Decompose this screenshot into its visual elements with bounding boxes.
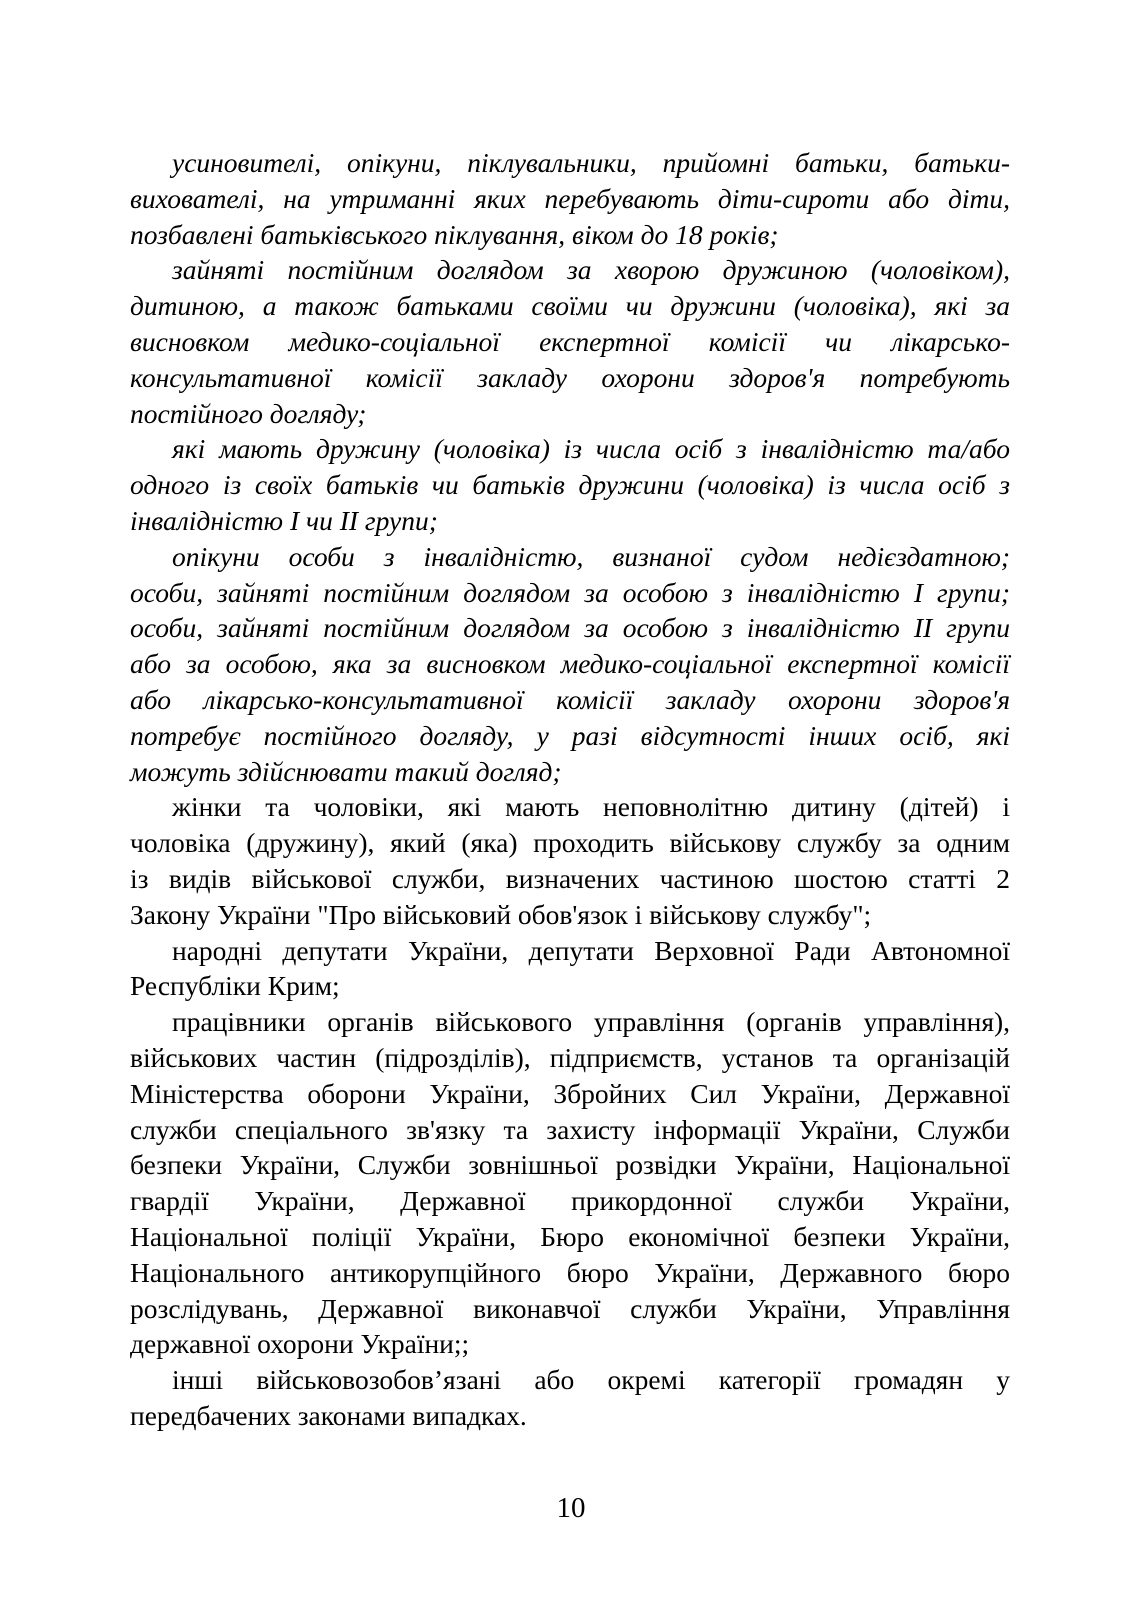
text-line: інші військовозобов’язані або окремі категорії громадян у (172, 1364, 1010, 1396)
paragraph (130, 933, 1010, 1005)
text-line: державної охорони України;; (130, 1328, 470, 1360)
text-line: передбачених законами випадках. (130, 1399, 527, 1431)
text-line: особи, зайняті постійним доглядом за особою з інвалідністю II групи (130, 612, 1010, 644)
text-line: особи, зайняті постійним доглядом за особою з інвалідністю I групи; (130, 576, 1010, 608)
text-line: одного із своїх батьків чи батьків дружини (чоловіка) із числа осіб з (130, 469, 1010, 501)
text-line: зайняті постійним доглядом за хворою дружиною (чоловіком), (172, 254, 1010, 286)
text-line: консультативної комісії закладу охорони здоров'я потребують (130, 361, 1010, 393)
text-line: інвалідністю I чи II групи; (130, 504, 438, 536)
paragraph (130, 252, 1010, 431)
text-line: безпеки України, Служби зовнішньої розвідки України, Національної (130, 1149, 1010, 1181)
text-line: працівники органів військового управління (органів управління), (172, 1006, 1010, 1038)
paragraph (130, 145, 1010, 252)
text-line: опікуни особи з інвалідністю, визнаної судом недієздатною; (172, 540, 1010, 572)
text-line: Закону України "Про військовий обов'язок і військову службу"; (130, 898, 872, 930)
text-line: які мають дружину (чоловіка) із числа осіб з інвалідністю та/або (172, 433, 1010, 465)
text-line: військових частин (підрозділів), підприємств, установ та організацій (130, 1041, 1010, 1073)
text-line: Національної поліції України, Бюро економічної безпеки України, (130, 1220, 1010, 1252)
text-line: жінки та чоловіки, які мають неповнолітню дитину (дітей) і (172, 791, 1010, 823)
text-line: чоловіка (дружину), який (яка) проходить військову службу за одним (130, 827, 1010, 859)
text-line: або за особою, яка за висновком медико-соціальної експертної комісії (130, 648, 1010, 680)
text-line: потребує постійного догляду, у разі відсутності інших осіб, які (130, 719, 1010, 751)
text-line: можуть здійснювати такий догляд; (130, 755, 562, 787)
paragraph (130, 789, 1010, 932)
page-number: 10 (556, 1492, 586, 1524)
paragraph (130, 431, 1010, 538)
text-line: розслідувань, Державної виконавчої служби України, Управління (130, 1292, 1010, 1324)
text-line: Республіки Крим; (130, 970, 340, 1002)
text-line: народні депутати України, депутати Верховної Ради Автономної (172, 934, 1010, 966)
text-line: гвардії України, Державної прикордонної служби України, (130, 1185, 1010, 1217)
text-line: або лікарсько-консультативної комісії закладу охорони здоров'я (130, 683, 1010, 715)
paragraph (130, 1362, 1010, 1434)
text-line: позбавлені батьківського піклування, віком до 18 років; (130, 218, 779, 250)
paragraph (130, 539, 1010, 790)
text-line: служби спеціального зв'язку та захисту інформації України, Служби (130, 1113, 1010, 1145)
text-line: дитиною, а також батьками своїми чи дружини (чоловіка), які за (130, 290, 1010, 322)
text-line: постійного догляду; (130, 397, 367, 429)
paragraph (130, 1004, 1010, 1362)
text-line: висновком медико-соціальної експертної комісії чи лікарсько- (130, 325, 1010, 357)
document-text (130, 145, 1010, 1434)
text-line: Міністерства оборони України, Збройних Сил України, Державної (130, 1077, 1010, 1109)
text-line: вихователі, на утриманні яких перебувають діти-сироти або діти, (130, 182, 1010, 214)
text-line: із видів військової служби, визначених частиною шостою статті 2 (130, 862, 1010, 894)
text-line: Національного антикорупційного бюро України, Державного бюро (130, 1256, 1010, 1288)
text-line: усиновителі, опікуни, піклувальники, прийомні батьки, батьки- (172, 147, 1010, 178)
